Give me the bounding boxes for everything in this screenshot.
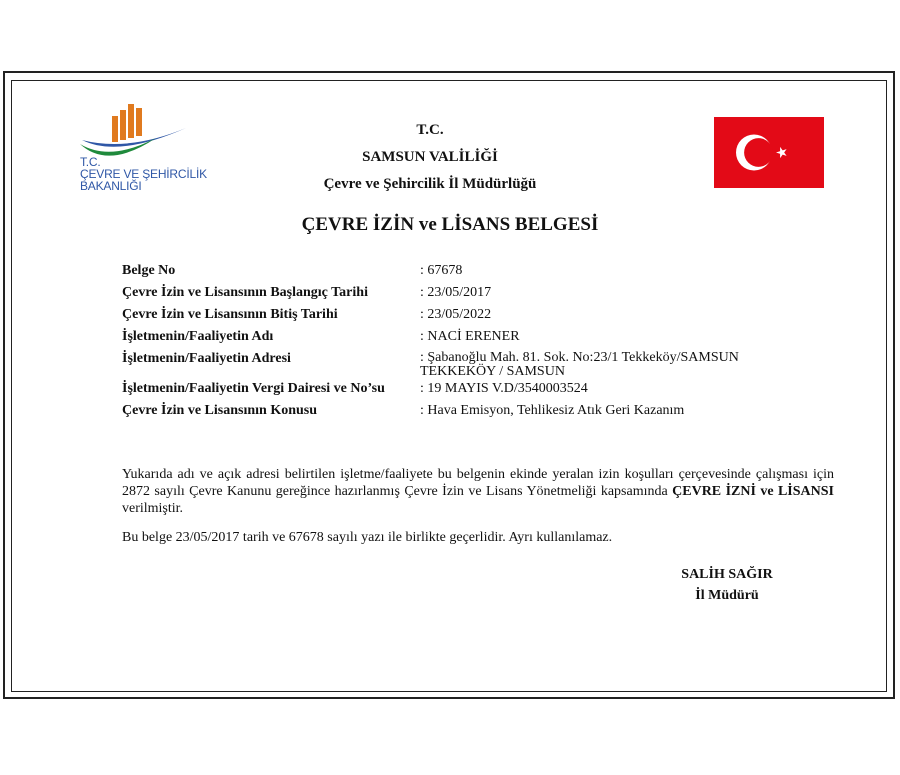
certificate-title: ÇEVRE İZİN ve LİSANS BELGESİ — [301, 214, 599, 235]
logo-bar-4 — [136, 108, 142, 136]
signature-block — [652, 564, 802, 606]
field-label: Belge No — [122, 263, 176, 278]
field-label: İşletmenin/Faaliyetin Vergi Dairesi ve No’su — [122, 381, 385, 396]
field-row-tax-office — [122, 381, 802, 403]
address-line-2: TEKKEKÖY / SAMSUN — [420, 364, 565, 379]
logo-text-line-2: ÇEVRE VE ŞEHİRCİLİK — [80, 167, 207, 181]
field-row-subject — [122, 403, 802, 425]
field-value — [420, 351, 739, 379]
paragraph-tail: verilmiştir. — [122, 501, 184, 516]
document-header — [260, 117, 600, 198]
field-row-end-date — [122, 307, 802, 329]
ministry-logo-text — [80, 156, 207, 192]
field-value: : Hava Emisyon, Tehlikesiz Atık Geri Kazanım — [420, 403, 685, 418]
certificate-fields — [122, 263, 802, 425]
logo-text-line-1: T.C. — [80, 155, 101, 169]
field-row-start-date — [122, 285, 802, 307]
field-value: : 23/05/2017 — [420, 285, 492, 300]
header-directorate: Çevre ve Şehircilik İl Müdürlüğü — [323, 176, 537, 192]
field-label: İşletmenin/Faaliyetin Adı — [122, 329, 274, 344]
turkish-flag-icon — [714, 117, 824, 188]
logo-bar-3 — [128, 104, 134, 138]
paragraph-text: Yukarıda adı ve açık adresi belirtilen işletme/faaliyete bu belgenin ekinde yeralan izin koşulları çerçevesinde çalışması için 2872 sayılı Çevre Kanunu gereğince hazırlanmış Çevre İzin ve Lisans Yönetmeliği kapsamında — [122, 467, 834, 499]
signatory-name: SALİH SAĞIR — [681, 567, 773, 582]
field-label: Çevre İzin ve Lisansının Bitiş Tarihi — [122, 307, 338, 322]
field-value: : 19 MAYIS V.D/3540003524 — [420, 381, 588, 396]
header-governorship: SAMSUN VALİLİĞİ — [362, 149, 498, 165]
logo-bar-2 — [120, 110, 126, 140]
field-value: : NACİ ERENER — [420, 329, 520, 344]
field-row-business-name — [122, 329, 802, 351]
field-label: İşletmenin/Faaliyetin Adresi — [122, 351, 291, 366]
signatory-title: İl Müdürü — [695, 588, 759, 603]
address-line-1: : Şabanoğlu Mah. 81. Sok. No:23/1 Tekkeköy/SAMSUN — [420, 350, 739, 365]
field-value: : 67678 — [420, 263, 463, 278]
validity-statement: Bu belge 23/05/2017 tarih ve 67678 sayılı yazı ile birlikte geçerlidir. Ayrı kullanılamaz. — [122, 530, 613, 545]
paragraph-bold-text: ÇEVRE İZNİ ve LİSANSI — [672, 484, 834, 499]
logo-text-line-3: BAKANLIĞI — [80, 179, 142, 193]
header-tc: T.C. — [416, 122, 444, 138]
field-value: : 23/05/2022 — [420, 307, 492, 322]
field-label: Çevre İzin ve Lisansının Konusu — [122, 403, 318, 418]
field-row-address — [122, 351, 802, 381]
field-row-document-no — [122, 263, 802, 285]
certificate-paragraph — [122, 466, 834, 517]
field-label: Çevre İzin ve Lisansının Başlangıç Tarihi — [122, 285, 368, 300]
logo-bar-1 — [112, 116, 118, 142]
